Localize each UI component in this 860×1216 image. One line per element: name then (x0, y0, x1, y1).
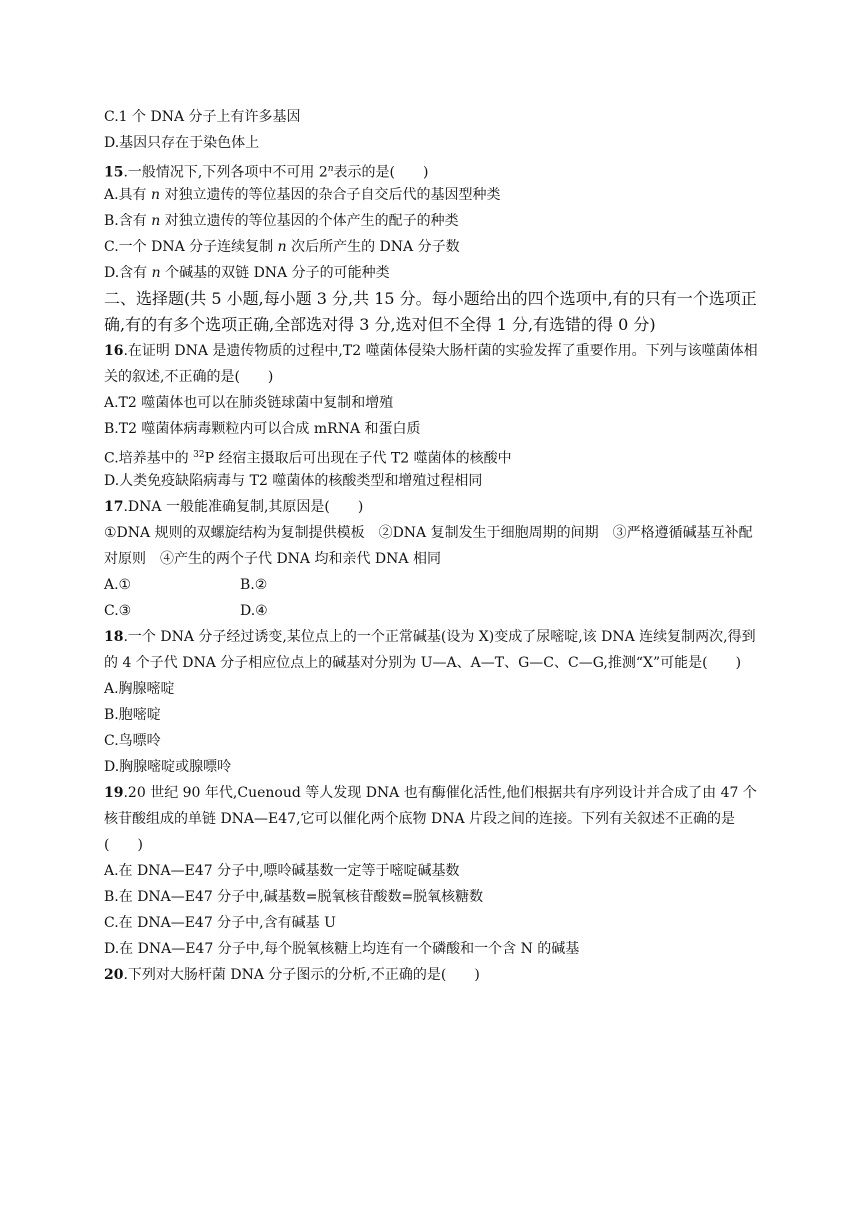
q15-d-var: n (151, 265, 161, 281)
q19-option-b: B.在 DNA—E47 分子中,碱基数=脱氧核苷酸数=脱氧核糖数 (104, 889, 484, 905)
q17-stem (104, 494, 764, 520)
q19-number: 19 (104, 785, 124, 801)
q15-c-pre: C.一个 DNA 分子连续复制 (104, 239, 278, 255)
q19-option-d: D.在 DNA—E47 分子中,每个脱氧核糖上均连有一个磷酸和一个含 N 的碱基 (104, 941, 580, 957)
q18-option-c: C.鸟嘌呤 (104, 733, 161, 749)
q15-stem-tail: 表示的是( ) (333, 164, 429, 181)
q20-stem-text: .下列对大肠杆菌 DNA 分子图示的分析,不正确的是( ) (123, 967, 480, 983)
q19-stem (104, 780, 764, 858)
q16-c-isotope: 32 (193, 450, 205, 460)
q19-stem-text: .20 世纪 90 年代,Cuenoud 等人发现 DNA 也有酶催化活性,他们根据共有序列设计并合成了由 47 个核苷酸组成的单链 DNA—E47,它可以催化两个底物 DNA 片段之间的连接。下列有关叙述不正确的是( ) (104, 785, 757, 853)
q17-stem-text: .DNA 一般能准确复制,其原因是( ) (123, 499, 364, 515)
q15-a-var: n (151, 187, 161, 203)
q15-option-c (104, 234, 764, 260)
q15-option-a (104, 182, 764, 208)
q17-statements: ①DNA 规则的双螺旋结构为复制提供模板 ②DNA 复制发生于细胞周期的间期 ③严格遵循碱基互补配对原则 ④产生的两个子代 DNA 均和亲代 DNA 相同 (104, 525, 753, 567)
q14-option-c: C.1 个 DNA 分子上有许多基因 (104, 109, 301, 125)
q17-options-row-1 (104, 572, 764, 598)
q17-option-b: B.② (240, 577, 268, 593)
q18-stem (104, 624, 764, 676)
q16-option-a: A.T2 噬菌体也可以在肺炎链球菌中复制和增殖 (104, 395, 394, 411)
q17-number: 17 (104, 499, 124, 515)
q18-option-b: B.胞嘧啶 (104, 707, 161, 723)
q17-option-d: D.④ (240, 603, 268, 619)
page-content (104, 104, 764, 988)
q15-c-post: 次后所产生的 DNA 分子数 (286, 239, 460, 255)
q18-stem-text: .一个 DNA 分子经过诱变,某位点上的一个正常碱基(设为 X)变成了尿嘧啶,该 DNA 连续复制两次,得到的 4 个子代 DNA 分子相应位点上的碱基对分别为 U—A、A—T、G—C、C—G,推测“X”可能是( ) (104, 629, 756, 671)
q15-stem (104, 156, 764, 182)
q16-option-c (104, 442, 764, 468)
q16-stem (104, 338, 764, 390)
q19-option-c: C.在 DNA—E47 分子中,含有碱基 U (104, 915, 336, 931)
q15-option-b (104, 208, 764, 234)
q18-number: 18 (104, 629, 124, 645)
q15-c-var: n (277, 239, 287, 255)
q17-option-c: C.③ (104, 603, 132, 619)
q15-b-pre: B.含有 (104, 213, 152, 229)
q17-options-row-2 (104, 598, 764, 624)
q15-d-post: 个碱基的双链 DNA 分子的可能种类 (160, 265, 390, 281)
q15-number: 15 (104, 164, 124, 181)
q14-option-d: D.基因只存在于染色体上 (104, 135, 260, 151)
q17-option-a: A.① (104, 577, 132, 593)
section-2-header: 二、选择题(共 5 小题,每小题 3 分,共 15 分。每小题给出的四个选项中,有的只有一个选项正确,有的有多个选项正确,全部选对得 3 分,选对但不全得 1 分,有选错的得 0 分) (104, 289, 757, 334)
q18-option-d: D.胸腺嘧啶或腺嘌呤 (104, 759, 232, 775)
q15-a-pre: A.具有 (104, 187, 152, 203)
q20-number: 20 (104, 967, 124, 983)
q16-c-post: P 经宿主摄取后可出现在子代 T2 噬菌体的核酸中 (204, 450, 512, 467)
q15-stem-text: .一般情况下,下列各项中不可用 2 (123, 164, 328, 181)
q16-stem-text: .在证明 DNA 是遗传物质的过程中,T2 噬菌体侵染大肠杆菌的实验发挥了重要作用。下列与该噬菌体相关的叙述,不正确的是( ) (104, 343, 758, 385)
q16-c-pre: C.培养基中的 (104, 450, 194, 467)
q15-exponent: n (327, 164, 334, 174)
q20-stem (104, 962, 764, 988)
q19-option-a: A.在 DNA—E47 分子中,嘌呤碱基数一定等于嘧啶碱基数 (104, 863, 460, 879)
q18-option-a: A.胸腺嘧啶 (104, 681, 175, 697)
q15-option-d (104, 260, 764, 286)
q15-d-pre: D.含有 (104, 265, 152, 281)
q15-b-var: n (151, 213, 161, 229)
q15-a-post: 对独立遗传的等位基因的杂合子自交后代的基因型种类 (160, 187, 501, 203)
q16-option-d: D.人类免疫缺陷病毒与 T2 噬菌体的核酸类型和增殖过程相同 (104, 473, 483, 489)
q16-number: 16 (104, 343, 124, 359)
q16-option-b: B.T2 噬菌体病毒颗粒内可以合成 mRNA 和蛋白质 (104, 421, 421, 437)
q15-b-post: 对独立遗传的等位基因的个体产生的配子的种类 (160, 213, 459, 229)
